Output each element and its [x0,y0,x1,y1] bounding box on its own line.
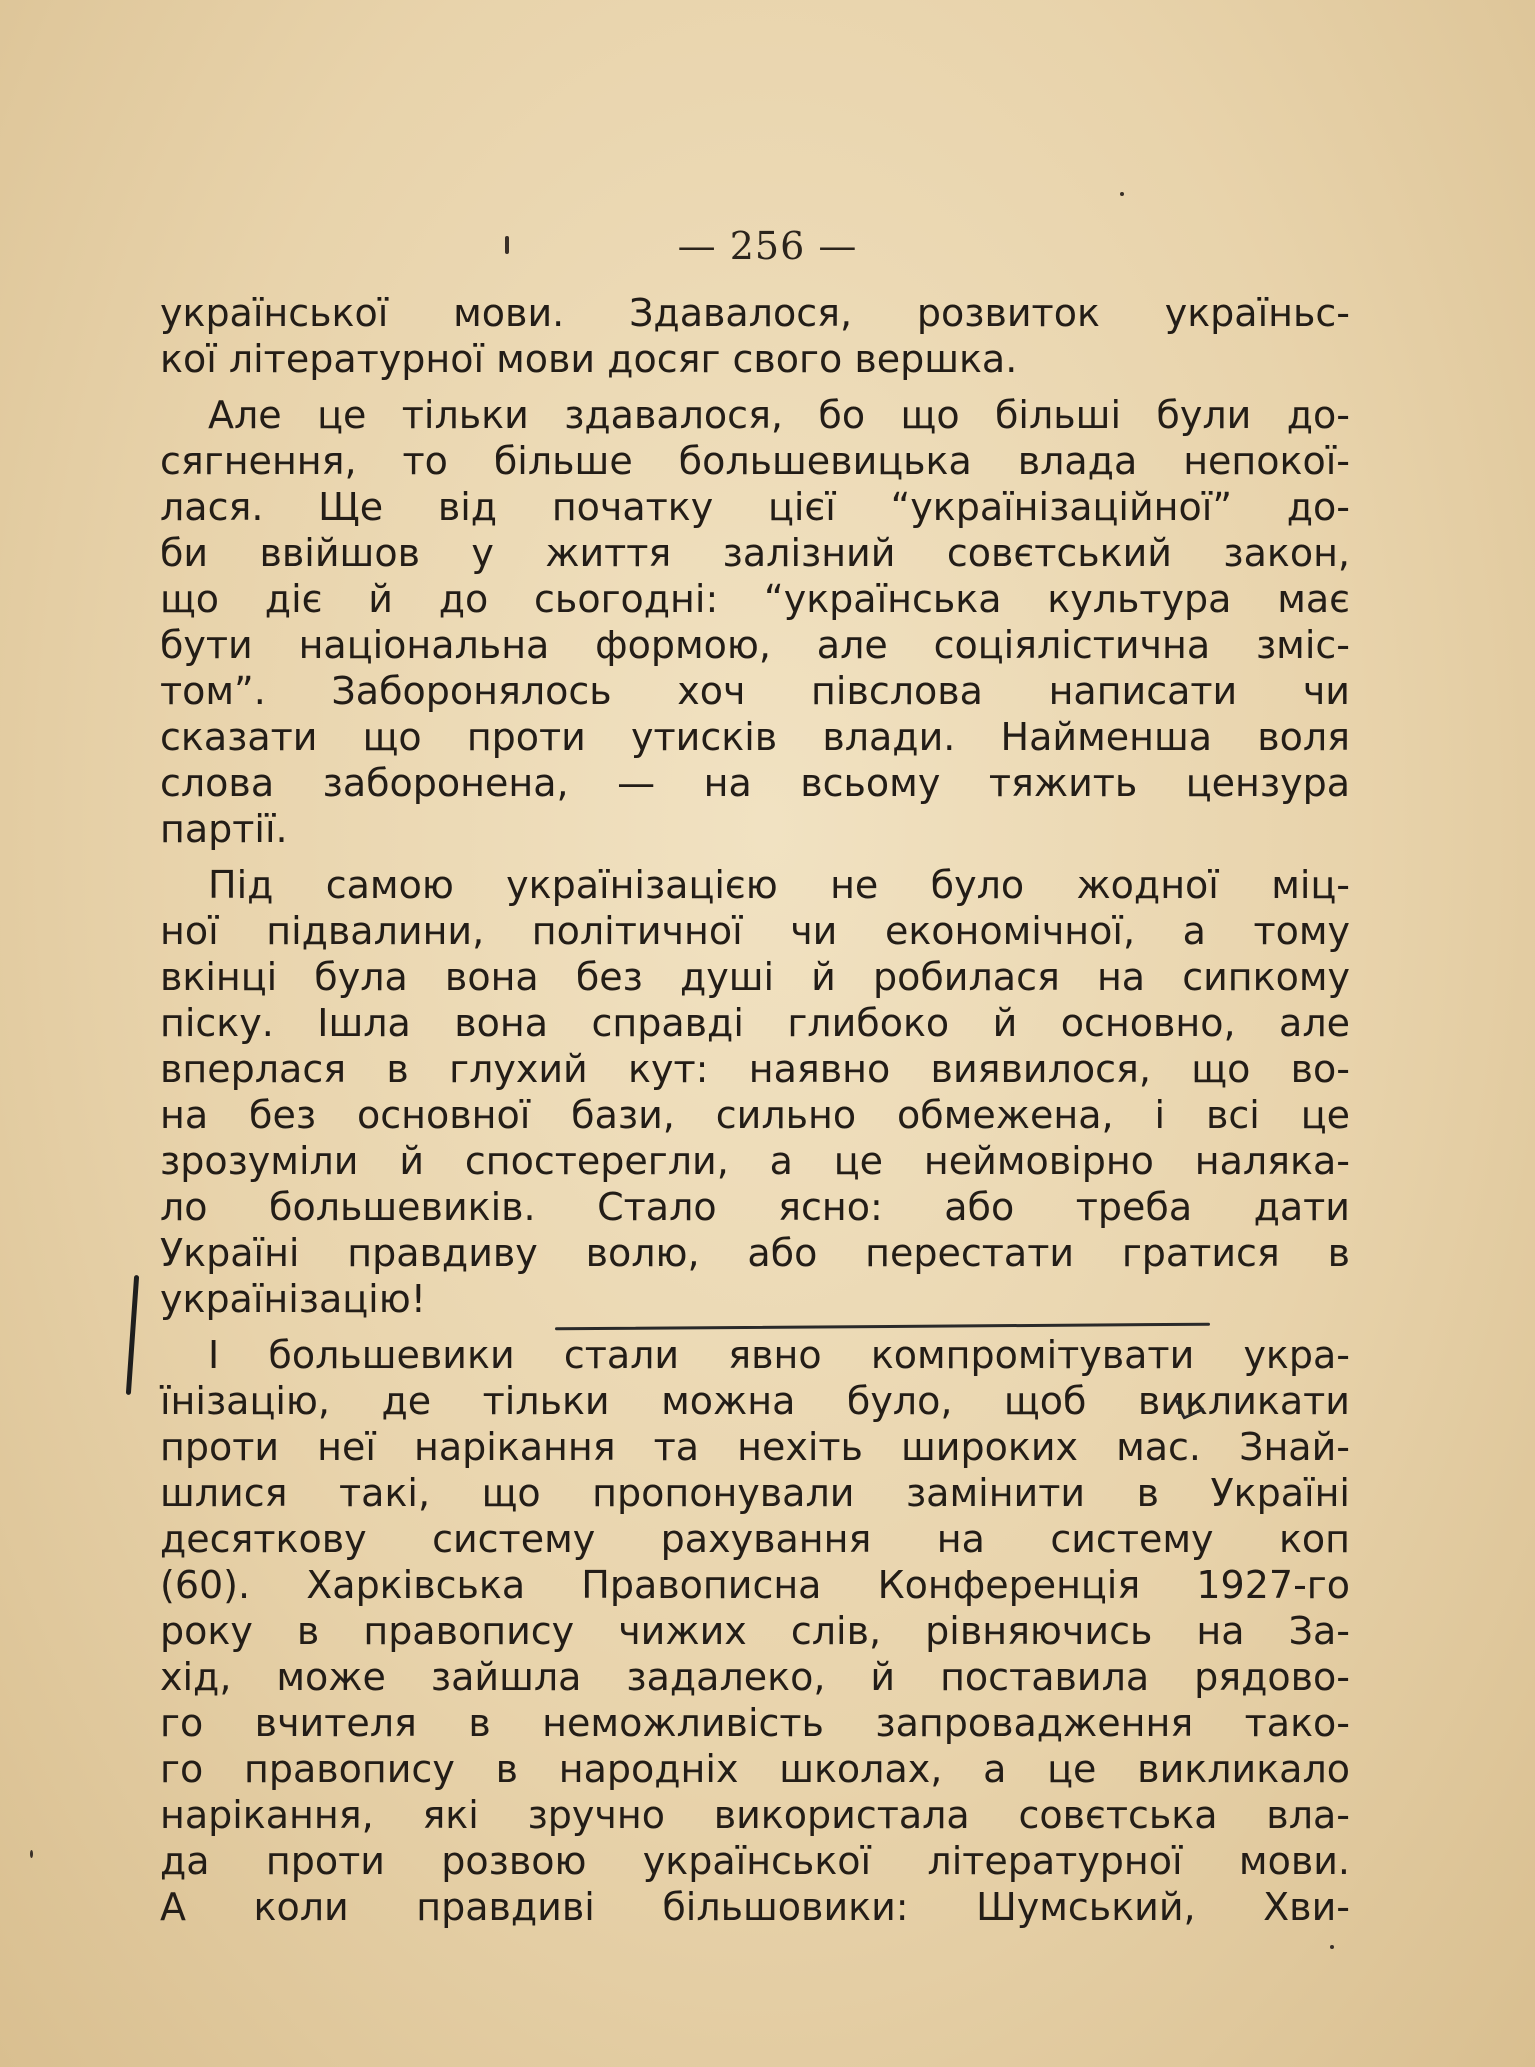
text-line: їнізацію, де тільки можна було, щоб викликати [160,1379,1350,1423]
text-line: ло большевиків. Стало ясно: або треба дати [160,1185,1350,1229]
text-line: проти неї нарікання та нехіть широких мас. Знай- [160,1425,1350,1469]
text-line: партії. [160,807,288,851]
text-line: на без основної бази, сильно обмежена, і всі це [160,1093,1350,1137]
text-line: вперлася в глухий кут: наявно виявилося, що во- [160,1047,1350,1091]
text-line: кої літературної мови досяг свого вершка. [160,337,1018,381]
page-number: — 256 — [677,224,858,268]
paper-speck [505,236,509,254]
text-line: українізацію! [160,1277,426,1321]
text-line: десяткову систему рахування на систему коп [160,1517,1350,1561]
text-line: шлися такі, що пропонували замінити в Україні [160,1471,1350,1515]
text-line: (60). Харківська Правописна Конференція 1927-го [160,1563,1350,1607]
paper-speck [30,1850,33,1858]
text-line: би ввійшов у життя залізний совєтський закон, [160,531,1350,575]
text-line: го правопису в народніх школах, а це викликало [160,1747,1350,1791]
text-line: го вчителя в неможливість запровадження тако- [160,1701,1350,1745]
text-line: том”. Заборонялось хоч півслова написати чи [160,669,1350,713]
text-line: зрозуміли й спостерегли, а це неймовірно наляка- [160,1139,1350,1183]
paragraph-3 [160,862,1350,1322]
text-line: року в правопису чижих слів, рівняючись на За- [160,1609,1350,1653]
text-line: лася. Ще від початку цієї “українізаційної” до- [160,485,1350,529]
text-line: сягнення, то більше большевицька влада непокої- [160,439,1350,483]
text-line: вкінці була вона без душі й робилася на сипкому [160,955,1350,999]
text-line: сказати що проти утисків влади. Найменша воля [160,715,1350,759]
text-line: ної підвалини, політичної чи економічної, а тому [160,909,1350,953]
paragraph-2 [160,392,1350,852]
text-line: Але це тільки здавалося, бо що більші були до- [208,393,1350,437]
paper-speck [1330,1945,1334,1949]
body-text [160,290,1350,1940]
text-line: да проти розвою української літературної мови. [160,1839,1350,1883]
margin-pen-mark [126,1275,139,1395]
text-line: І большевики стали явно компромітувати укра- [208,1333,1350,1377]
text-line: що діє й до сьогодні: “українська культура має [160,577,1350,621]
text-line: піску. Ішла вона справді глибоко й основно, але [160,1001,1350,1045]
text-line: хід, може зайшла задалеко, й поставила рядово- [160,1655,1350,1699]
paragraph-4 [160,1332,1350,1930]
text-line: Під самою українізацією не було жодної міц- [208,863,1350,907]
text-line: Україні правдиву волю, або перестати гратися в [160,1231,1350,1275]
text-line: слова заборонена, — на всьому тяжить цензура [160,761,1350,805]
paragraph-1 [160,290,1350,382]
text-line: А коли правдиві більшовики: Шумський, Хви- [160,1885,1350,1929]
paper-speck [1120,192,1124,196]
text-line: нарікання, які зручно використала совєтська вла- [160,1793,1350,1837]
text-line: бути національна формою, але соціялістична зміс- [160,623,1350,667]
text-line: української мови. Здавалося, розвиток україньс- [160,291,1350,335]
